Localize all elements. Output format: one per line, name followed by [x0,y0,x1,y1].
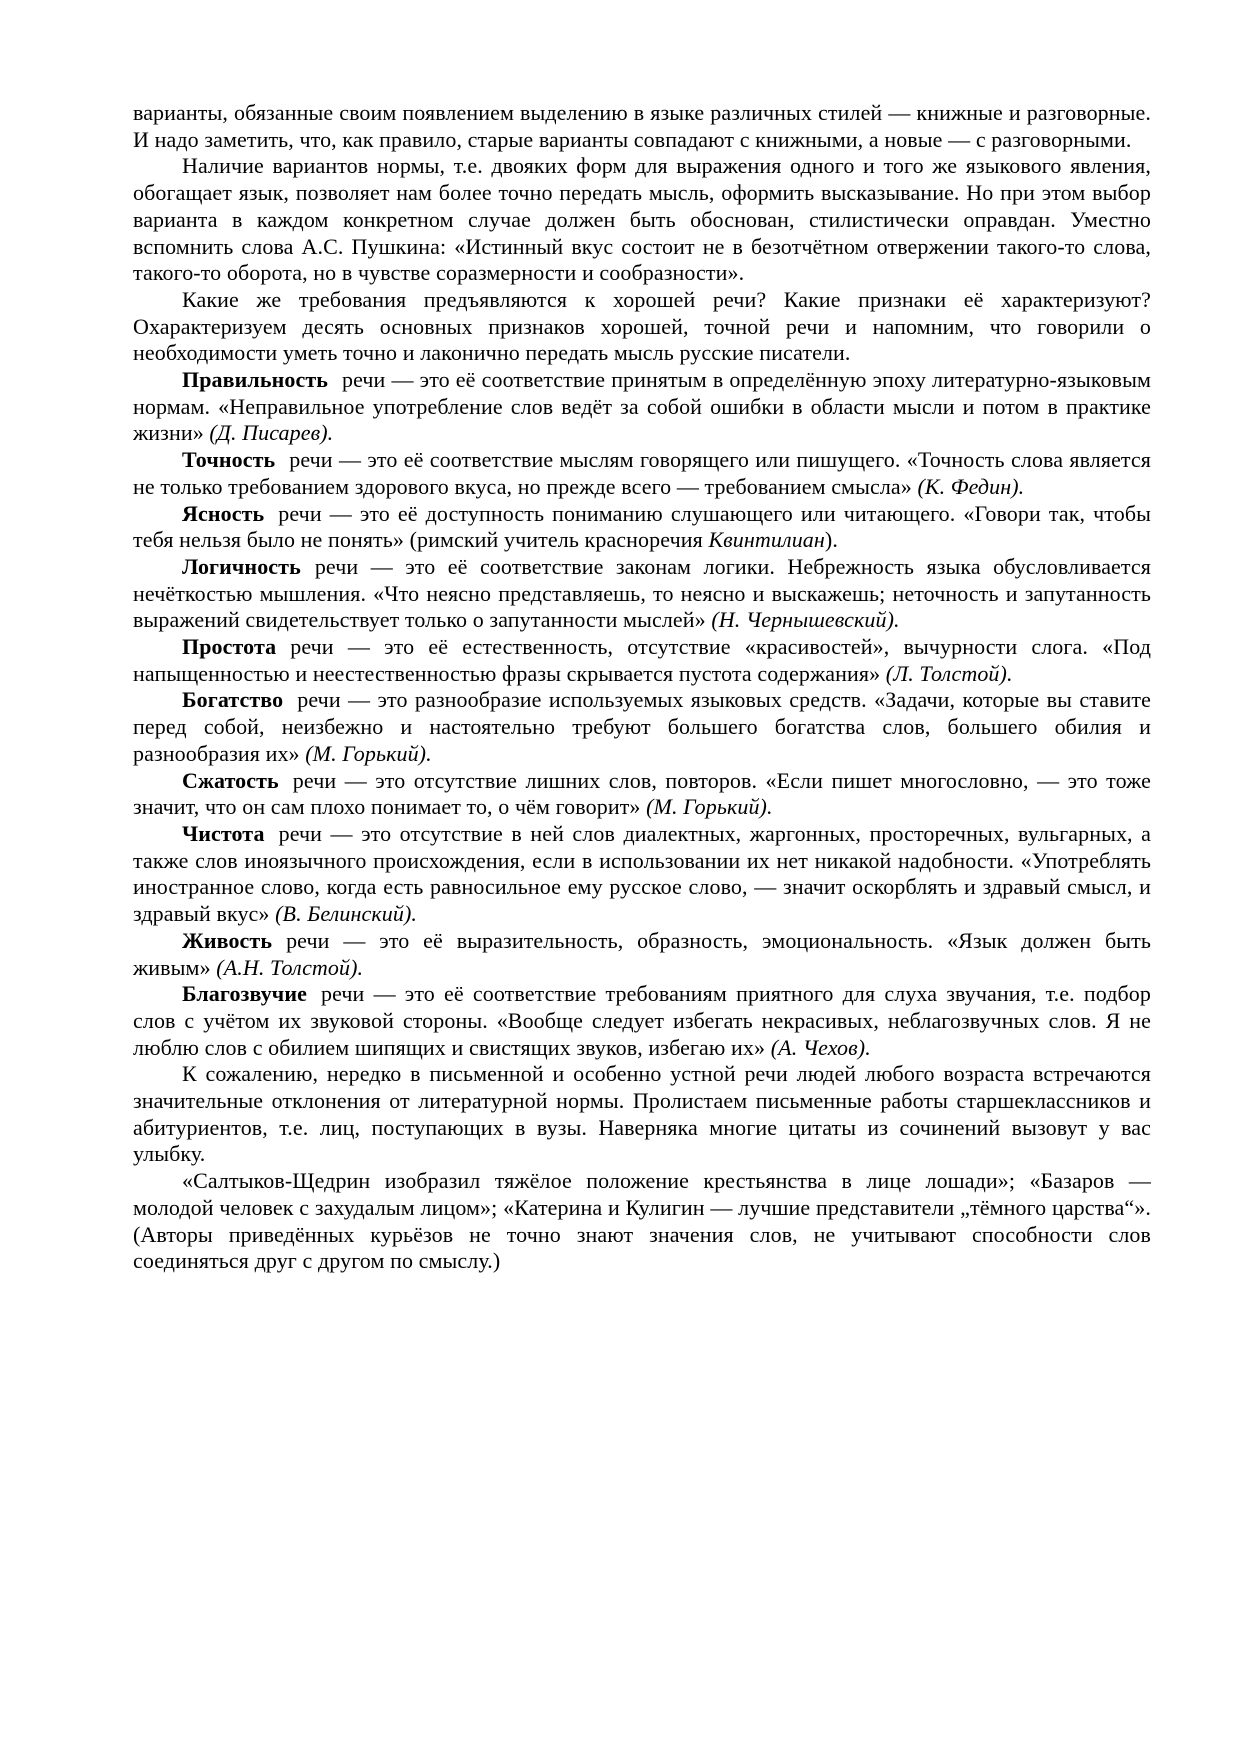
term-label: Ясность [182,500,265,526]
term-label: Живость [182,927,273,953]
author-attribution: (К. Федин). [917,473,1025,499]
paragraph [133,981,1151,1061]
paragraph [133,821,1151,928]
text-run: речи — это её доступность пониманию слушающего или читающего. «Говори так, чтобы тебя нельзя было не понять» (римский учитель красноречия [133,500,1151,553]
paragraph [133,501,1151,554]
text-run: речи — это её выразительность, образность, эмоциональность. «Язык должен быть живым» [133,927,1151,980]
paragraph [133,554,1151,634]
term-label: Богатство [182,687,284,713]
text-body [133,100,1151,1275]
author-attribution: Квинтилиан [708,527,825,553]
text-run: речи — это её соответствие принятым в определённую эпоху литературно-языковым нормам. «Неправильное употребление слов ведёт за собой ошибки в области мысли и потом в практике жизни» [133,367,1151,446]
paragraph [133,634,1151,687]
text-run: Наличие вариантов нормы, т.е. двояких форм для выражения одного и того же языкового явления, обогащает язык, позволяет нам более точно передать мысль, оформить высказывание. Но при этом выбор варианта в каждом конкретном случае должен быть обоснован, стилистически оправдан. Уместно вспомнить слова А.С. Пушкина: «Истинный вкус состоит не в безотчётном отвержении такого-то слова, такого-то оборота, но в чувстве соразмерности и сообразности». [133,153,1151,286]
text-run: «Салтыков-Щедрин изобразил тяжёлое положение крестьянства в лице лошади»; «Базаров — молодой человек с захудалым лицом»; «Катерина и Кулигин — лучшие представители „тёмного царства“». (Авторы приведённых курьёзов не точно знают значения слов, не учитывают способности слов соединяться друг с другом по смыслу.) [133,1168,1151,1274]
paragraph [133,1061,1151,1168]
text-run: речи — это её естественность, отсутствие «красивостей», вычурности слога. «Под напыщенностью и неестественностью фразы скрывается пустота содержания» [133,634,1151,686]
text-run: варианты, обязанные своим появлением выделению в языке различных стилей — книжные и разговорные. И надо заметить, что, как правило, старые варианты совпадают с книжными, а новые — с разговорными. [133,100,1151,152]
term-label: Благозвучие [182,981,307,1007]
paragraph [133,687,1151,767]
text-run: речи — это её соответствие мыслям говорящего или пишущего. «Точность слова является не только требованием здорового вкуса, но прежде всего — требованием смысла» [133,447,1151,499]
author-attribution: (Н. Чернышевский). [711,607,900,633]
text-run: К сожалению, нередко в письменной и особенно устной речи людей любого возраста встречаются значительные отклонения от литературной нормы. Пролистаем письменные работы старшеклассников и абитуриентов, т.е. лиц, поступающих в вузы. Наверняка многие цитаты из сочинений вызовут у вас улыбку. [133,1061,1151,1167]
term-label: Сжатость [182,767,279,793]
term-label: Логичность [182,553,301,579]
author-attribution: (М. Горький). [646,794,773,820]
paragraph [133,768,1151,821]
text-run: речи — это отсутствие лишних слов, повторов. «Если пишет многословно, — это тоже значит, что он сам плохо понимает то, о чём говорит» [133,767,1151,820]
term-label: Чистота [182,820,265,846]
term-label: Простота [182,634,277,660]
text-run: речи — это её соответствие законам логики. Небрежность языка обусловливается нечёткостью мышления. «Что неясно представляешь, то неясно и выскажешь; неточность и запутанность выражений свидетельствует только о запутанности мыслей» [133,553,1151,633]
text-run: Какие же требования предъявляются к хорошей речи? Какие признаки её характеризуют? Охарактеризуем десять основных признаков хорошей, точной речи и напомним, что говорили о необходимости уметь точно и лаконично передать мысль русские писатели. [133,286,1151,366]
author-attribution: (М. Горький). [305,740,432,766]
author-attribution: (Л. Толстой). [885,660,1013,686]
paragraph [133,100,1151,153]
author-attribution: (В. Белинский). [275,901,417,927]
text-run: ). [824,527,838,553]
paragraph [133,153,1151,287]
paragraph [133,287,1151,367]
text-run: речи — это отсутствие в ней слов диалектных, жаргонных, просторечных, вульгарных, а также слов иноязычного происхождения, если в использовании их нет никакой надобности. «Употреблять иностранное слово, когда есть равносильное ему русское слово, — значит оскорблять и здравый смысл, и здравый вкус» [133,820,1151,927]
paragraph [133,447,1151,500]
paragraph [133,928,1151,981]
author-attribution: (А. Чехов). [770,1034,871,1060]
term-label: Правильность [182,367,328,393]
text-run: речи — это её соответствие требованиям приятного для слуха звучания, т.е. подбор слов с учётом их звуковой стороны. «Вообще следует избегать некрасивых, неблагозвучных слов. Я не люблю слов с обилием шипящих и свистящих звуков, избегаю их» [133,981,1151,1060]
text-run: речи — это разнообразие используемых языковых средств. «Задачи, которые вы ставите перед собой, неизбежно и настоятельно требуют большего богатства слов, большего обилия и разнообразия их» [133,687,1151,766]
author-attribution: (Д. Писарев). [209,420,334,446]
paragraph [133,1168,1151,1275]
paragraph [133,367,1151,447]
author-attribution: (А.Н. Толстой). [216,954,364,980]
term-label: Точность [182,447,276,473]
